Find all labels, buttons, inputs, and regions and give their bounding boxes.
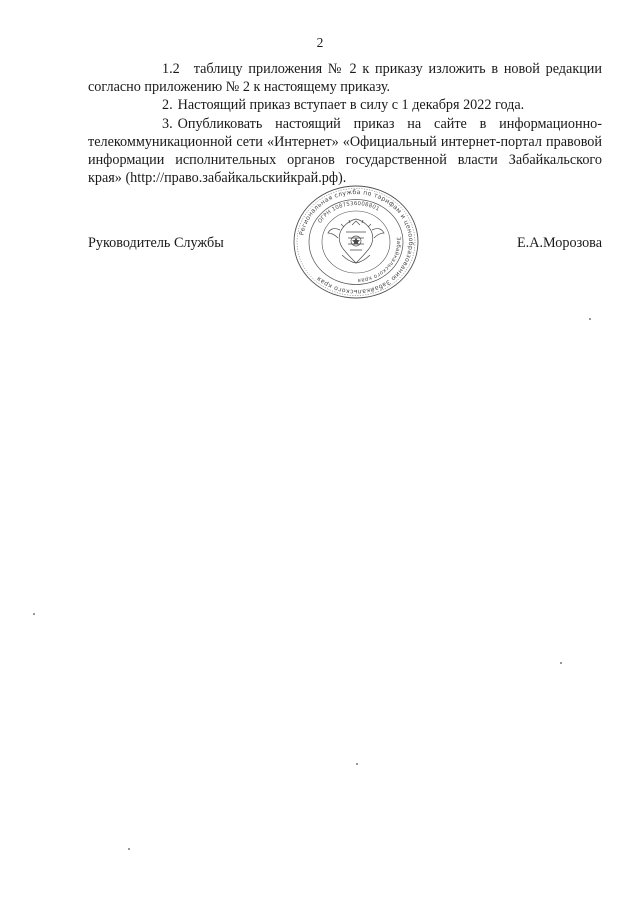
seal-ogrn-text: ОГРН 1087536008801 <box>317 200 381 225</box>
signatory-position: Руководитель Службы <box>88 235 224 251</box>
paragraph-text: таблицу приложения № 2 к приказу изложить в новой редакции согласно приложению № 2 к настоящему приказу. <box>88 61 602 96</box>
official-seal-stamp <box>290 183 422 301</box>
scan-speck <box>356 763 358 765</box>
paragraph-3 <box>88 115 602 188</box>
seal-outer-text: Региональная служба по тарифам и ценообразованию Забайкальского края <box>298 188 415 296</box>
scan-speck <box>589 318 591 320</box>
paragraph-number: 2. <box>162 97 173 114</box>
page-number: 2 <box>316 35 324 50</box>
paragraph-number: 1.2 <box>162 61 180 77</box>
scan-speck <box>560 662 562 664</box>
scan-speck <box>33 613 35 615</box>
paragraph-number: 3. <box>162 115 173 132</box>
paragraph-text: Опубликовать настоящий приказ на сайте в информационно-телекоммуникационной сети «Интернет» «Официальный интернет-портал правовой информации исполнительных органов государственной власти Забайкальского края» (http://право.забайкальскийкрай.рф). <box>88 115 602 187</box>
paragraph-1-2 <box>88 60 602 96</box>
seal-inner-text: Забайкальского края <box>357 236 402 284</box>
document-body <box>88 60 602 187</box>
paragraph-2 <box>88 96 602 114</box>
signatory-name: Е.А.Морозова <box>517 235 602 251</box>
scan-speck <box>128 848 130 850</box>
paragraph-text: Настоящий приказ вступает в силу с 1 декабря 2022 года. <box>177 97 525 114</box>
